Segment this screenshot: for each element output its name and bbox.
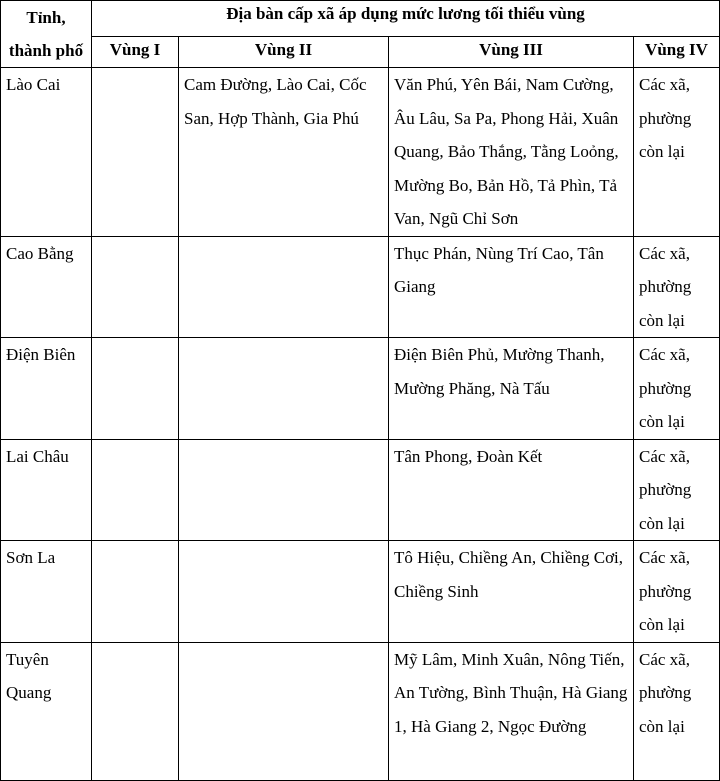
cell-zone-3: Tân Phong, Đoàn Kết bbox=[389, 439, 634, 541]
cell-zone-3: Điện Biên Phủ, Mường Thanh, Mường Phăng, Nà Tấu bbox=[389, 338, 634, 440]
table-row bbox=[1, 68, 720, 237]
header-zone-3: Vùng III bbox=[389, 36, 634, 67]
table-row bbox=[1, 338, 720, 440]
cell-province: Tuyên Quang bbox=[1, 642, 92, 780]
table-row bbox=[1, 642, 720, 780]
cell-province: Điện Biên bbox=[1, 338, 92, 440]
cell-province: Lào Cai bbox=[1, 68, 92, 237]
cell-zone-4: Các xã, phường còn lại bbox=[634, 68, 720, 237]
cell-zone-1 bbox=[92, 439, 179, 541]
header-row-2 bbox=[1, 36, 720, 67]
cell-zone-2 bbox=[179, 236, 389, 338]
cell-province: Cao Bằng bbox=[1, 236, 92, 338]
cell-province: Lai Châu bbox=[1, 439, 92, 541]
cell-zone-1 bbox=[92, 642, 179, 780]
header-zone-4: Vùng IV bbox=[634, 36, 720, 67]
cell-zone-4: Các xã, phường còn lại bbox=[634, 236, 720, 338]
cell-zone-2 bbox=[179, 338, 389, 440]
cell-zone-3: Mỹ Lâm, Minh Xuân, Nông Tiến, An Tường, Bình Thuận, Hà Giang 1, Hà Giang 2, Ngọc Đường bbox=[389, 642, 634, 780]
cell-province: Sơn La bbox=[1, 541, 92, 643]
header-province: Tỉnh, thành phố bbox=[1, 1, 92, 68]
cell-zone-2: Cam Đường, Lào Cai, Cốc San, Hợp Thành, Gia Phú bbox=[179, 68, 389, 237]
cell-zone-3: Văn Phú, Yên Bái, Nam Cường, Âu Lâu, Sa Pa, Phong Hải, Xuân Quang, Bảo Thắng, Tằng Loỏng, Mường Bo, Bản Hồ, Tả Phìn, Tả Van, Ngũ Chỉ Sơn bbox=[389, 68, 634, 237]
table-row bbox=[1, 439, 720, 541]
cell-zone-2 bbox=[179, 642, 389, 780]
table-row bbox=[1, 541, 720, 643]
cell-zone-2 bbox=[179, 541, 389, 643]
cell-zone-3: Thục Phán, Nùng Trí Cao, Tân Giang bbox=[389, 236, 634, 338]
cell-zone-4: Các xã, phường còn lại bbox=[634, 338, 720, 440]
cell-zone-3: Tô Hiệu, Chiềng An, Chiềng Cơi, Chiềng Sinh bbox=[389, 541, 634, 643]
cell-zone-4: Các xã, phường còn lại bbox=[634, 541, 720, 643]
cell-zone-1 bbox=[92, 236, 179, 338]
cell-zone-4: Các xã, phường còn lại bbox=[634, 642, 720, 780]
cell-zone-1 bbox=[92, 68, 179, 237]
cell-zone-2 bbox=[179, 439, 389, 541]
header-group-title: Địa bàn cấp xã áp dụng mức lương tối thiểu vùng bbox=[92, 1, 720, 37]
cell-zone-1 bbox=[92, 338, 179, 440]
cell-zone-4: Các xã, phường còn lại bbox=[634, 439, 720, 541]
header-zone-1: Vùng I bbox=[92, 36, 179, 67]
header-row-1 bbox=[1, 1, 720, 37]
table-row bbox=[1, 236, 720, 338]
header-zone-2: Vùng II bbox=[179, 36, 389, 67]
cell-zone-1 bbox=[92, 541, 179, 643]
